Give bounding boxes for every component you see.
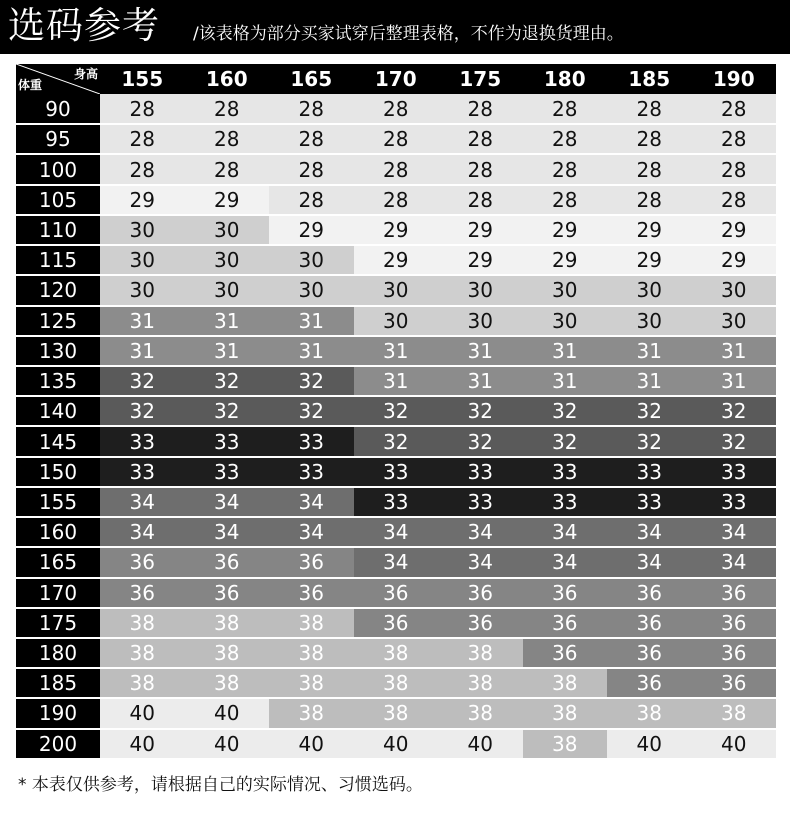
size-cell: 34 xyxy=(523,547,608,577)
size-cell: 33 xyxy=(100,457,185,487)
size-cell: 32 xyxy=(354,426,439,456)
size-cell: 30 xyxy=(100,275,185,305)
size-cell: 28 xyxy=(269,124,354,154)
size-cell: 31 xyxy=(100,336,185,366)
size-cell: 36 xyxy=(692,668,777,698)
size-cell: 32 xyxy=(438,426,523,456)
size-cell: 36 xyxy=(607,578,692,608)
size-cell: 38 xyxy=(269,668,354,698)
height-header-cell: 160 xyxy=(185,64,270,94)
table-row xyxy=(16,336,776,366)
size-cell: 28 xyxy=(100,94,185,124)
weight-label-cell: 175 xyxy=(16,608,100,638)
size-cell: 38 xyxy=(438,698,523,728)
weight-label-cell: 165 xyxy=(16,547,100,577)
weight-label-cell: 135 xyxy=(16,366,100,396)
size-cell: 34 xyxy=(607,547,692,577)
size-cell: 36 xyxy=(354,608,439,638)
size-cell: 29 xyxy=(269,215,354,245)
size-cell: 32 xyxy=(692,426,777,456)
corner-weight-label: 体重 xyxy=(18,78,43,92)
header-note: /该表格为部分买家试穿后整理表格，不作为退换货理由。 xyxy=(193,24,624,44)
table-row xyxy=(16,638,776,668)
table-row xyxy=(16,306,776,336)
weight-label-cell: 120 xyxy=(16,275,100,305)
size-cell: 28 xyxy=(354,94,439,124)
size-cell: 28 xyxy=(438,154,523,184)
weight-label-cell: 95 xyxy=(16,124,100,154)
weight-label-cell: 90 xyxy=(16,94,100,124)
table-row xyxy=(16,457,776,487)
size-cell: 34 xyxy=(185,487,270,517)
size-cell: 40 xyxy=(185,698,270,728)
weight-label-cell: 180 xyxy=(16,638,100,668)
size-cell: 40 xyxy=(354,729,439,759)
size-cell: 28 xyxy=(523,154,608,184)
size-cell: 30 xyxy=(692,306,777,336)
size-cell: 31 xyxy=(100,306,185,336)
table-row xyxy=(16,487,776,517)
size-cell: 31 xyxy=(523,336,608,366)
size-cell: 29 xyxy=(523,215,608,245)
size-cell: 38 xyxy=(100,608,185,638)
size-cell: 30 xyxy=(523,306,608,336)
weight-label-cell: 185 xyxy=(16,668,100,698)
size-cell: 36 xyxy=(692,578,777,608)
size-cell: 31 xyxy=(185,306,270,336)
size-cell: 28 xyxy=(692,94,777,124)
size-cell: 36 xyxy=(523,578,608,608)
size-cell: 28 xyxy=(692,124,777,154)
size-cell: 33 xyxy=(692,487,777,517)
size-cell: 30 xyxy=(100,215,185,245)
table-row xyxy=(16,215,776,245)
table-row xyxy=(16,668,776,698)
size-cell: 34 xyxy=(438,547,523,577)
height-header-cell: 165 xyxy=(269,64,354,94)
header-bar xyxy=(0,0,790,54)
size-cell: 34 xyxy=(607,517,692,547)
size-cell: 40 xyxy=(692,729,777,759)
size-cell: 36 xyxy=(100,547,185,577)
size-cell: 30 xyxy=(692,275,777,305)
size-chart-body xyxy=(16,94,776,759)
size-cell: 29 xyxy=(607,245,692,275)
size-cell: 32 xyxy=(523,426,608,456)
size-cell: 36 xyxy=(269,578,354,608)
size-cell: 31 xyxy=(692,366,777,396)
size-cell: 31 xyxy=(607,366,692,396)
size-cell: 28 xyxy=(607,124,692,154)
size-cell: 38 xyxy=(438,638,523,668)
size-cell: 30 xyxy=(354,275,439,305)
size-cell: 28 xyxy=(438,185,523,215)
size-cell: 28 xyxy=(354,185,439,215)
size-cell: 34 xyxy=(354,547,439,577)
table-row xyxy=(16,517,776,547)
size-cell: 36 xyxy=(523,608,608,638)
size-cell: 36 xyxy=(692,608,777,638)
size-cell: 33 xyxy=(354,487,439,517)
size-cell: 30 xyxy=(523,275,608,305)
size-cell: 33 xyxy=(185,457,270,487)
size-cell: 38 xyxy=(523,729,608,759)
size-cell: 32 xyxy=(185,396,270,426)
size-cell: 29 xyxy=(354,215,439,245)
page-title: 选码参考 xyxy=(8,4,160,47)
size-cell: 31 xyxy=(692,336,777,366)
size-cell: 33 xyxy=(185,426,270,456)
size-cell: 38 xyxy=(100,638,185,668)
size-cell: 31 xyxy=(354,366,439,396)
size-cell: 28 xyxy=(607,94,692,124)
size-cell: 28 xyxy=(523,94,608,124)
weight-label-cell: 200 xyxy=(16,729,100,759)
table-row xyxy=(16,94,776,124)
size-cell: 33 xyxy=(269,457,354,487)
size-cell: 38 xyxy=(269,638,354,668)
size-cell: 30 xyxy=(607,306,692,336)
table-row xyxy=(16,698,776,728)
size-cell: 28 xyxy=(269,185,354,215)
size-cell: 29 xyxy=(354,245,439,275)
size-cell: 34 xyxy=(269,517,354,547)
size-cell: 34 xyxy=(354,517,439,547)
size-cell: 32 xyxy=(607,396,692,426)
size-cell: 31 xyxy=(185,336,270,366)
size-cell: 38 xyxy=(692,698,777,728)
size-cell: 36 xyxy=(100,578,185,608)
size-cell: 30 xyxy=(185,275,270,305)
size-cell: 36 xyxy=(269,547,354,577)
size-cell: 28 xyxy=(269,94,354,124)
size-cell: 40 xyxy=(607,729,692,759)
size-chart-table xyxy=(16,64,776,760)
size-cell: 34 xyxy=(438,517,523,547)
size-cell: 40 xyxy=(438,729,523,759)
height-header-cell: 175 xyxy=(438,64,523,94)
size-cell: 36 xyxy=(438,608,523,638)
size-cell: 28 xyxy=(100,124,185,154)
size-cell: 36 xyxy=(523,638,608,668)
corner-cell xyxy=(16,64,100,94)
size-cell: 30 xyxy=(185,245,270,275)
size-cell: 38 xyxy=(269,608,354,638)
size-cell: 29 xyxy=(185,185,270,215)
weight-label-cell: 190 xyxy=(16,698,100,728)
size-cell: 28 xyxy=(100,154,185,184)
size-cell: 38 xyxy=(185,608,270,638)
size-cell: 33 xyxy=(523,487,608,517)
table-row xyxy=(16,366,776,396)
size-cell: 32 xyxy=(100,396,185,426)
size-cell: 28 xyxy=(185,154,270,184)
weight-label-cell: 145 xyxy=(16,426,100,456)
size-cell: 29 xyxy=(438,245,523,275)
size-cell: 29 xyxy=(607,215,692,245)
size-cell: 32 xyxy=(269,396,354,426)
weight-label-cell: 125 xyxy=(16,306,100,336)
size-cell: 30 xyxy=(607,275,692,305)
size-cell: 33 xyxy=(438,457,523,487)
size-cell: 38 xyxy=(354,668,439,698)
size-cell: 28 xyxy=(269,154,354,184)
weight-label-cell: 105 xyxy=(16,185,100,215)
size-cell: 31 xyxy=(438,366,523,396)
size-cell: 40 xyxy=(100,698,185,728)
size-cell: 29 xyxy=(523,245,608,275)
height-header-row xyxy=(16,64,776,94)
height-header-cell: 155 xyxy=(100,64,185,94)
size-cell: 34 xyxy=(692,517,777,547)
size-cell: 28 xyxy=(607,154,692,184)
size-cell: 30 xyxy=(269,275,354,305)
weight-label-cell: 160 xyxy=(16,517,100,547)
table-row xyxy=(16,275,776,305)
size-cell: 30 xyxy=(354,306,439,336)
size-cell: 38 xyxy=(354,698,439,728)
size-cell: 36 xyxy=(438,578,523,608)
size-cell: 28 xyxy=(438,124,523,154)
size-cell: 32 xyxy=(523,396,608,426)
height-header-cell: 170 xyxy=(354,64,439,94)
size-cell: 29 xyxy=(692,215,777,245)
size-cell: 32 xyxy=(607,426,692,456)
size-cell: 29 xyxy=(100,185,185,215)
size-cell: 31 xyxy=(438,336,523,366)
size-cell: 32 xyxy=(100,366,185,396)
size-cell: 36 xyxy=(185,578,270,608)
size-cell: 38 xyxy=(100,668,185,698)
table-row xyxy=(16,185,776,215)
size-cell: 32 xyxy=(692,396,777,426)
size-cell: 36 xyxy=(607,668,692,698)
weight-label-cell: 110 xyxy=(16,215,100,245)
size-cell: 28 xyxy=(523,185,608,215)
size-cell: 40 xyxy=(100,729,185,759)
height-header-cell: 185 xyxy=(607,64,692,94)
weight-label-cell: 150 xyxy=(16,457,100,487)
weight-label-cell: 155 xyxy=(16,487,100,517)
size-cell: 38 xyxy=(185,668,270,698)
weight-label-cell: 130 xyxy=(16,336,100,366)
size-cell: 33 xyxy=(692,457,777,487)
size-cell: 32 xyxy=(185,366,270,396)
size-cell: 31 xyxy=(269,336,354,366)
size-cell: 38 xyxy=(438,668,523,698)
table-row xyxy=(16,245,776,275)
size-cell: 36 xyxy=(354,578,439,608)
size-cell: 33 xyxy=(100,426,185,456)
size-cell: 28 xyxy=(523,124,608,154)
size-cell: 30 xyxy=(438,275,523,305)
size-cell: 38 xyxy=(269,698,354,728)
table-row xyxy=(16,547,776,577)
size-cell: 28 xyxy=(607,185,692,215)
table-row xyxy=(16,608,776,638)
footnote: * 本表仅供参考，请根据自己的实际情况、习惯选码。 xyxy=(18,775,423,795)
size-cell: 28 xyxy=(354,124,439,154)
size-cell: 32 xyxy=(269,366,354,396)
size-cell: 38 xyxy=(185,638,270,668)
size-cell: 38 xyxy=(607,698,692,728)
size-cell: 36 xyxy=(185,547,270,577)
size-cell: 33 xyxy=(438,487,523,517)
size-cell: 30 xyxy=(185,215,270,245)
size-cell: 34 xyxy=(269,487,354,517)
corner-height-label: 身高 xyxy=(73,67,98,81)
table-row xyxy=(16,396,776,426)
size-cell: 31 xyxy=(354,336,439,366)
table-row xyxy=(16,426,776,456)
size-cell: 30 xyxy=(438,306,523,336)
size-cell: 36 xyxy=(607,638,692,668)
size-cell: 34 xyxy=(523,517,608,547)
height-header-cell: 180 xyxy=(523,64,608,94)
size-cell: 31 xyxy=(523,366,608,396)
size-cell: 29 xyxy=(692,245,777,275)
size-cell: 28 xyxy=(438,94,523,124)
size-cell: 40 xyxy=(269,729,354,759)
size-cell: 28 xyxy=(692,185,777,215)
size-cell: 33 xyxy=(354,457,439,487)
size-cell: 32 xyxy=(354,396,439,426)
size-cell: 34 xyxy=(185,517,270,547)
size-cell: 28 xyxy=(185,124,270,154)
height-header-cell: 190 xyxy=(692,64,777,94)
weight-label-cell: 115 xyxy=(16,245,100,275)
table-row xyxy=(16,154,776,184)
table-row xyxy=(16,124,776,154)
size-cell: 28 xyxy=(185,94,270,124)
size-cell: 33 xyxy=(607,487,692,517)
size-cell: 40 xyxy=(185,729,270,759)
size-cell: 28 xyxy=(354,154,439,184)
size-cell: 38 xyxy=(354,638,439,668)
size-cell: 34 xyxy=(692,547,777,577)
size-cell: 34 xyxy=(100,517,185,547)
size-cell: 33 xyxy=(607,457,692,487)
weight-label-cell: 140 xyxy=(16,396,100,426)
size-cell: 33 xyxy=(269,426,354,456)
size-cell: 29 xyxy=(438,215,523,245)
size-cell: 31 xyxy=(607,336,692,366)
size-cell: 31 xyxy=(269,306,354,336)
size-cell: 36 xyxy=(692,638,777,668)
size-cell: 32 xyxy=(438,396,523,426)
weight-label-cell: 170 xyxy=(16,578,100,608)
size-cell: 28 xyxy=(692,154,777,184)
size-cell: 30 xyxy=(269,245,354,275)
size-cell: 33 xyxy=(523,457,608,487)
size-cell: 38 xyxy=(523,668,608,698)
table-row xyxy=(16,578,776,608)
size-cell: 34 xyxy=(100,487,185,517)
size-cell: 38 xyxy=(523,698,608,728)
size-cell: 30 xyxy=(100,245,185,275)
table-row xyxy=(16,729,776,759)
size-cell: 36 xyxy=(607,608,692,638)
weight-label-cell: 100 xyxy=(16,154,100,184)
